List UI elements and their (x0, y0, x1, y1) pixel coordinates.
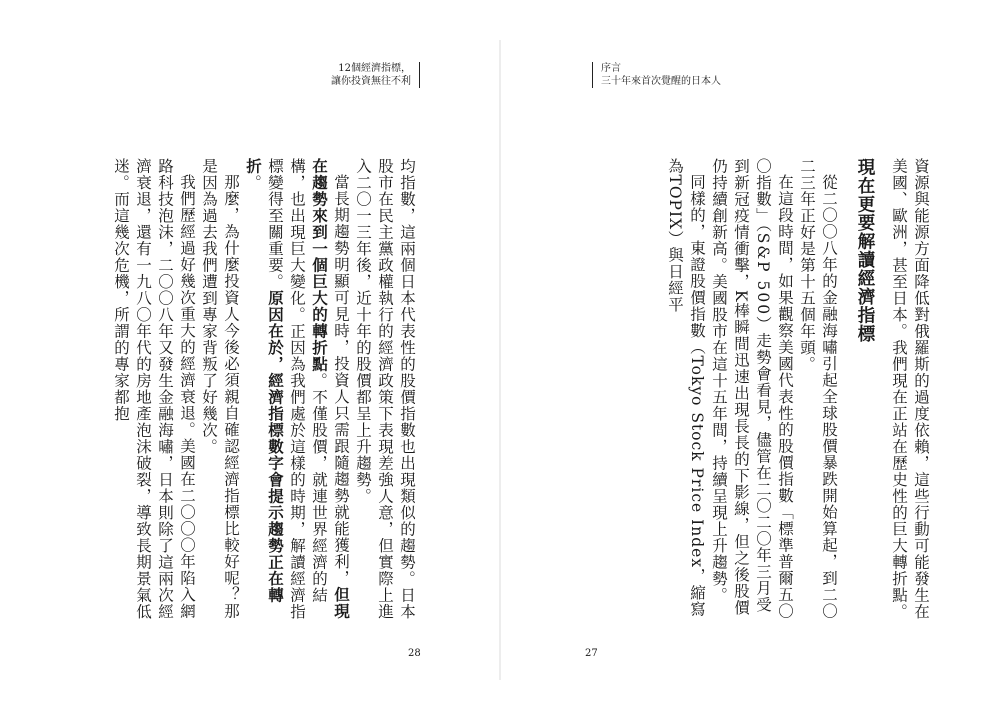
left-paragraph-2 (242, 158, 352, 628)
right-body-text (586, 158, 932, 628)
left-paragraph-4: 我們歷經過好幾次重大的經濟衰退。美國在二〇〇〇年陷入網路科技泡沫，二〇〇八年又發生金融海嘯，日本則除了這兩次經濟衰退，還有一九八〇年代的房地產泡沫破裂，導致長期景氣低迷。而這幾次危機，所謂的專家都抱 (112, 158, 196, 620)
right-p2-text-a: 在這段時間，如果觀察美國代表性的股價指數「標準普爾五〇〇指數」（ (754, 158, 794, 619)
left-body-text (96, 158, 418, 628)
right-p2-sp500: S&P 500 (754, 232, 772, 317)
left-running-header (331, 62, 420, 88)
left-paragraph-3: 那麼，為什麼投資人今後必須親自確認經濟指標比較好呢？那是因為過去我們遭到專家背叛了好幾次。 (200, 158, 240, 619)
right-running-header (592, 62, 721, 88)
right-header-line2: 三十年來首次覺醒的日本人 (601, 76, 721, 87)
right-header-line1: 序言 (601, 63, 621, 74)
left-header-line1: 12個經濟指標， (338, 63, 411, 74)
right-page (500, 0, 1000, 701)
left-paragraph-1: 均指數，這兩個日本代表性的股價指數也出現類似的趨勢。日本股市在民主黨政權執行的經濟政策下表現差強人意，但實際上進入二〇一三年後，近十年的股價都呈上升趨勢。 (354, 158, 416, 620)
right-paragraph-0: 資源與能源方面降低對俄羅斯的過度依賴，這些行動可能發生在美國、歐洲，甚至日本。我們現在正站在歷史性的巨大轉折點。 (890, 158, 930, 620)
right-paragraph-2 (708, 158, 796, 628)
right-page-number: 27 (585, 648, 598, 659)
section-heading: 現在更要解讀經濟指標 (855, 158, 875, 343)
right-p2-text-b: ）走勢會看見，儘管在二〇二〇年三月受到新冠疫情衝擊，K棒瞬間迅速出現長長的下影線，但之後股價仍持續創新高。美國股市在這十五年間，持續呈現上升趨勢。 (710, 158, 772, 617)
left-p2-text-e: 。 (244, 174, 262, 191)
left-p2-text-c: 。不僅股價，就連世界經濟的結構，也出現巨大變化。正因為我們處於這樣的時期，解讀經濟指標變得至關重要。 (266, 158, 328, 620)
left-page-number: 28 (408, 648, 421, 659)
right-paragraph-3: 同樣的，東證股價指數（Tokyo Stock Price Index，縮寫為TOPIX）與日經平 (666, 158, 706, 618)
left-header-line2: 讓你投資無往不利 (331, 76, 411, 87)
left-p2-emphasis-2: 原因在於，經濟指標數字會提示趨勢正在轉折 (244, 158, 284, 604)
left-p2-text-a: 當長期趨勢明顯可見時，投資人只需跟隨趨勢就能獲利， (332, 173, 350, 586)
right-paragraph-1: 從二〇〇八年的金融海嘯引起全球股價暴跌開始算起，到二〇二三年正好是第十五個年頭。 (798, 158, 838, 619)
left-p2-emphasis-1: 但現在趨勢來到一個巨大的轉折點 (310, 158, 350, 619)
